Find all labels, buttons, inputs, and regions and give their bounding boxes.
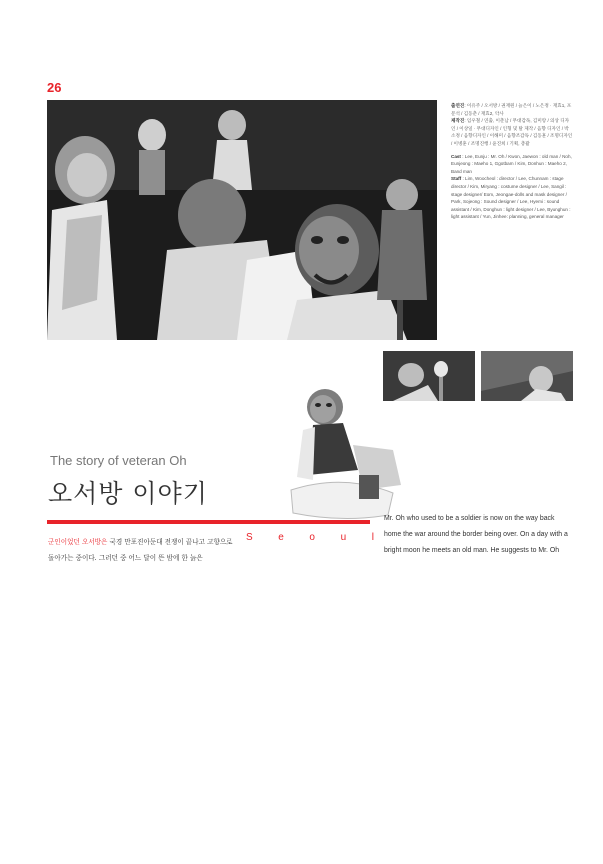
thumbnail-photo-2 bbox=[481, 351, 573, 401]
english-title: The story of veteran Oh bbox=[50, 453, 187, 468]
credits-block bbox=[451, 102, 573, 226]
english-body-text: Mr. Oh who used to be a soldier is now on the way back home the war around the border being over. On a day with a bright moon he meets an old man. He suggests to Mr. Oh bbox=[384, 515, 568, 554]
main-stage-photo bbox=[47, 100, 437, 340]
page-number: 26 bbox=[47, 80, 62, 95]
cast-english-text: : Lee, Eunju : Mr. Oh / Kwon, Jaewon : old man / Noh, Eunjeong : Maeho 1, Ggotbam / Kim, Donhun : Maeho 2, Band man bbox=[451, 153, 572, 174]
staff-korean-label: 제작진 bbox=[451, 118, 465, 124]
staff-english-label: Staff bbox=[451, 176, 462, 182]
cast-english bbox=[451, 153, 573, 221]
staff-korean-text: : 임우철 / 연출, 이춘남 / 무대감독, 김미랑 / 의상 디자인 / 이상일 · 무대디자인 / 인형 및 탈 제작 / 음향 디자인 / 박소정 / 음향디자인 / 이해미 / 음향조감독 / 김동훈 / 조명디자인 / 이병훈 / 조명진행 / 윤진희 / 기획, 총괄 bbox=[451, 118, 573, 146]
city-letter: l bbox=[371, 532, 374, 543]
cast-korean-text: : 이유주 / 오서방 / 권재원 / 늙은이 / 노은정 · 재효1, 포문석 / 김동춘 / 재효2, 악사 bbox=[451, 103, 572, 116]
cast-korean-label: 출연진 bbox=[451, 103, 465, 108]
city-letter: e bbox=[278, 532, 284, 543]
city-letter: o bbox=[309, 532, 315, 543]
korean-highlight: 군인이었던 오서방은 bbox=[48, 538, 108, 546]
korean-title: 오서방 이야기 bbox=[48, 479, 208, 508]
city-label bbox=[246, 532, 374, 543]
cast-english-label: Cast bbox=[451, 153, 461, 159]
staff-english-text: : Lim, Woocheol : director / Lee, Chunnam : stage director / Kim, Miryang : costume designer / Lee, Sangil : stage designer/ Eom, Jeongae-dolls and mask designer / Park, Sojeong : Sound designer / Lee, Hyemi : sound assistant / Kim, Donghun : light designer / Lee, Byunghun : light assistant / Yun, Jinhee: planning, general manager bbox=[451, 176, 571, 220]
accent-bar bbox=[47, 520, 370, 524]
korean-rest: 국경 만포진아둔대 전쟁이 끝나고 고향으로 돌아가는 중이다. 그러던 중 어느 달이 뜬 밤에 한 늙은 bbox=[48, 538, 233, 562]
korean-body-text bbox=[48, 534, 238, 566]
cast-korean bbox=[451, 102, 573, 148]
city-letter: u bbox=[340, 532, 347, 543]
city-letter: S bbox=[246, 532, 253, 543]
seated-puppet-figure bbox=[283, 385, 411, 523]
